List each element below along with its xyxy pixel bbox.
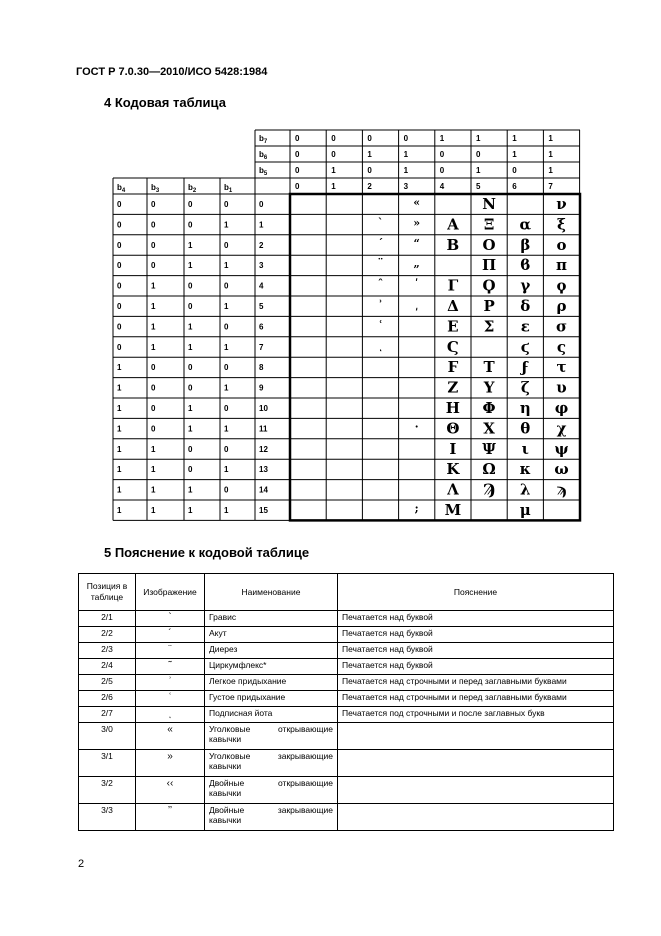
- row-number: 15: [259, 506, 268, 515]
- header-image: Изображение: [136, 574, 205, 611]
- row-number: 1: [259, 220, 264, 230]
- column-bit-label: $b_5$: [259, 166, 268, 177]
- code-character: „: [413, 257, 420, 271]
- header-name: Наименование: [205, 574, 338, 611]
- column-bit-value: 0: [331, 150, 336, 159]
- row-bit-value: 1: [151, 465, 156, 475]
- position-cell: 2/2: [79, 627, 136, 643]
- name-cell: Циркумфлекс*: [205, 659, 338, 675]
- row-number: 7: [259, 342, 264, 352]
- header-note: Пояснение: [338, 574, 614, 611]
- row-bit-value: 1: [224, 220, 229, 230]
- name-cell: Уголковые открывающие кавычки: [205, 723, 338, 750]
- row-bit-value: 1: [151, 342, 156, 352]
- row-number: 13: [259, 465, 268, 475]
- column-bit-value: 1: [548, 150, 553, 159]
- column-bit-label: $b_7$: [259, 134, 268, 145]
- column-bit-value: 1: [512, 134, 517, 143]
- row-bit-value: 1: [151, 506, 156, 515]
- row-number: 4: [259, 281, 264, 291]
- code-character: Ξ: [483, 215, 495, 234]
- code-character: ϙ: [556, 276, 567, 295]
- row-bit-value: 1: [117, 363, 122, 373]
- row-bit-value: 1: [117, 383, 122, 393]
- header-position: Позиция в таблице: [79, 574, 136, 611]
- column-number: 1: [331, 182, 336, 191]
- code-character: Ϙ: [482, 276, 496, 295]
- name-cell: Акут: [205, 627, 338, 643]
- code-character: Π: [482, 256, 497, 275]
- row-bit-value: 0: [117, 200, 122, 209]
- image-cell: ‹‹: [136, 777, 205, 804]
- code-character: »: [413, 216, 421, 230]
- row-bit-value: 0: [224, 240, 229, 250]
- position-cell: 3/3: [79, 804, 136, 831]
- code-character: τ: [556, 358, 567, 377]
- row-bit-value: 0: [188, 383, 193, 393]
- position-cell: 2/6: [79, 691, 136, 707]
- note-cell: Печатается под строчными и после заглавных букв: [338, 707, 614, 723]
- row-bit-value: 1: [224, 424, 229, 434]
- row-number: 0: [259, 200, 264, 209]
- column-bit-value: 1: [476, 134, 481, 143]
- code-character: Δ: [447, 297, 459, 315]
- position-cell: 2/4: [79, 659, 136, 675]
- row-number: 3: [259, 261, 264, 271]
- column-bit-value: 0: [403, 134, 409, 143]
- code-character: β: [520, 235, 531, 254]
- row-number: 14: [259, 485, 268, 495]
- row-bit-label: $b_1$: [224, 183, 233, 194]
- code-character: ν: [556, 195, 567, 213]
- row-bit-value: 0: [151, 383, 156, 393]
- row-bit-value: 1: [224, 465, 229, 475]
- code-character: λ: [520, 480, 531, 499]
- column-number: 0: [295, 182, 300, 191]
- code-character: ε: [520, 317, 530, 336]
- table-row: [79, 643, 614, 659]
- table-row: [79, 675, 614, 691]
- code-character: ρ: [556, 297, 567, 315]
- code-character: ς: [556, 337, 567, 356]
- code-character: γ: [520, 276, 531, 295]
- row-bit-value: 1: [188, 240, 193, 250]
- row-number: 12: [259, 444, 268, 454]
- code-character: «: [413, 196, 421, 209]
- position-cell: 3/1: [79, 750, 136, 777]
- column-bit-value: 0: [295, 166, 300, 175]
- code-character: Ρ: [483, 297, 495, 315]
- row-bit-value: 0: [224, 444, 229, 454]
- code-character: Λ: [447, 480, 459, 499]
- code-character: Ϝ: [447, 358, 459, 377]
- row-bit-value: 1: [117, 404, 122, 413]
- table-row: [79, 707, 614, 723]
- row-bit-value: 0: [224, 322, 229, 332]
- column-number: 6: [512, 182, 517, 191]
- column-bit-value: 0: [439, 166, 445, 175]
- row-bit-value: 1: [224, 261, 229, 271]
- column-number: 7: [548, 182, 553, 191]
- column-bit-value: 1: [512, 150, 517, 159]
- row-bit-label: $b_3$: [151, 183, 160, 194]
- code-character: φ: [554, 399, 569, 417]
- code-character: χ: [556, 419, 567, 438]
- row-bit-value: 1: [188, 485, 193, 495]
- name-cell: Подписная йота: [205, 707, 338, 723]
- row-bit-value: 0: [188, 220, 193, 230]
- row-bit-value: 0: [224, 404, 229, 413]
- code-character: Ι: [449, 439, 457, 458]
- note-cell: Печатается над буквой: [338, 659, 614, 675]
- column-bit-value: 0: [295, 134, 300, 143]
- code-character: ͵: [415, 298, 419, 311]
- note-cell: Печатается над строчными и перед заглавными буквами: [338, 691, 614, 707]
- column-number: 4: [439, 182, 445, 191]
- code-character: Φ: [482, 399, 496, 417]
- explanation-header-row: [79, 574, 614, 611]
- column-bit-value: 1: [476, 166, 481, 175]
- position-cell: 2/1: [79, 611, 136, 627]
- row-bit-value: 1: [224, 302, 229, 311]
- code-character: ˆ: [377, 277, 384, 291]
- row-bit-value: 0: [151, 261, 156, 271]
- row-bit-value: 1: [117, 424, 122, 434]
- code-character: Θ: [446, 419, 460, 438]
- image-cell: ´: [136, 627, 205, 643]
- name-cell: Диерез: [205, 643, 338, 659]
- column-bit-value: 0: [295, 150, 300, 159]
- column-bit-value: 0: [512, 166, 517, 175]
- row-number: 6: [259, 322, 264, 332]
- code-character: ο: [556, 235, 567, 254]
- row-bit-value: 0: [151, 424, 156, 434]
- column-bit-value: 0: [476, 150, 481, 159]
- row-bit-value: 0: [151, 220, 156, 230]
- row-bit-label: $b_2$: [188, 183, 197, 194]
- code-character: Ο: [482, 235, 496, 254]
- code-character: ϝ: [521, 358, 530, 377]
- column-bit-label: $b_6$: [259, 150, 268, 161]
- note-cell: [338, 750, 614, 777]
- code-character: N: [482, 195, 496, 213]
- image-cell: ʿ: [136, 691, 205, 707]
- row-bit-value: 1: [224, 383, 229, 393]
- image-cell: ’’: [136, 804, 205, 831]
- column-bit-value: 1: [403, 166, 409, 175]
- code-character: Γ: [447, 276, 459, 295]
- row-number: 5: [259, 302, 264, 311]
- note-cell: [338, 777, 614, 804]
- name-cell: Уголковые закрывающие кавычки: [205, 750, 338, 777]
- row-number: 11: [259, 424, 268, 434]
- code-character: Χ: [483, 419, 495, 438]
- code-character: Β: [446, 235, 460, 254]
- row-bit-value: 0: [188, 444, 193, 454]
- code-character: μ: [519, 501, 531, 519]
- code-character: ξ: [557, 215, 566, 234]
- row-bit-value: 1: [188, 322, 193, 332]
- table-row: [79, 691, 614, 707]
- image-cell: `: [136, 611, 205, 627]
- row-bit-value: 1: [117, 485, 122, 495]
- code-character: ´: [377, 236, 384, 250]
- row-bit-value: 0: [117, 302, 122, 311]
- code-character: ʿ: [378, 318, 383, 332]
- row-bit-value: 1: [224, 506, 229, 515]
- table-row: [79, 750, 614, 777]
- row-bit-value: 0: [188, 302, 193, 311]
- position-cell: 2/3: [79, 643, 136, 659]
- row-bit-value: 0: [224, 281, 229, 291]
- column-bit-value: 1: [403, 150, 409, 159]
- name-cell: Двойные закрывающие кавычки: [205, 804, 338, 831]
- row-number: 8: [259, 363, 264, 373]
- code-character: Τ: [483, 358, 495, 377]
- image-cell: »: [136, 750, 205, 777]
- row-bit-value: 0: [117, 281, 122, 291]
- row-number: 10: [259, 404, 268, 413]
- document-header: ГОСТ Р 7.0.30—2010/ИСО 5428:1984: [76, 66, 268, 78]
- row-bit-value: 0: [151, 240, 156, 250]
- code-character: ͺ: [377, 338, 384, 352]
- code-character: κ: [519, 460, 531, 479]
- code-character: Ζ: [447, 378, 459, 397]
- code-character: υ: [556, 378, 567, 397]
- row-bit-value: 0: [188, 465, 193, 475]
- code-character: π: [556, 256, 567, 275]
- row-bit-value: 0: [117, 240, 122, 250]
- name-cell: Легкое придыхание: [205, 675, 338, 691]
- row-bit-value: 1: [117, 465, 122, 475]
- column-number: 2: [367, 182, 372, 191]
- code-character: Σ: [483, 317, 495, 336]
- name-cell: Гравис: [205, 611, 338, 627]
- code-character: ʾ: [378, 298, 383, 311]
- name-cell: Двойные открывающие кавычки: [205, 777, 338, 804]
- code-character: ζ: [520, 378, 530, 397]
- row-bit-value: 1: [188, 261, 193, 271]
- row-bit-value: 1: [117, 506, 122, 515]
- code-character: `: [377, 216, 384, 230]
- code-character: Κ: [446, 460, 460, 479]
- note-cell: [338, 804, 614, 831]
- code-character: Μ: [444, 501, 462, 519]
- row-bit-value: 1: [188, 506, 193, 515]
- row-bit-value: 0: [188, 281, 193, 291]
- row-bit-value: 0: [151, 363, 156, 373]
- image-cell: ͺ: [136, 707, 205, 723]
- row-bit-value: 0: [117, 342, 122, 352]
- code-character: ·: [414, 420, 419, 434]
- column-bit-value: 0: [367, 134, 372, 143]
- note-cell: Печатается над буквой: [338, 627, 614, 643]
- row-number: 2: [259, 240, 264, 250]
- column-bit-value: 1: [331, 166, 336, 175]
- row-bit-value: 0: [224, 485, 229, 495]
- row-bit-value: 1: [151, 485, 156, 495]
- row-bit-label: $b_4$: [117, 183, 126, 194]
- code-character: ι: [521, 439, 529, 458]
- row-bit-value: 0: [117, 322, 122, 332]
- code-character: σ: [555, 317, 568, 336]
- code-character: δ: [520, 297, 531, 315]
- column-bit-value: 1: [548, 166, 553, 175]
- code-character: “: [413, 236, 420, 250]
- name-cell: Густое придыхание: [205, 691, 338, 707]
- row-bit-value: 0: [224, 363, 229, 373]
- note-cell: [338, 723, 614, 750]
- column-bit-value: 1: [367, 150, 372, 159]
- table-row: [79, 659, 614, 675]
- column-bit-value: 0: [367, 166, 372, 175]
- row-bit-value: 1: [117, 444, 122, 454]
- row-bit-value: 1: [151, 444, 156, 454]
- row-bit-value: 1: [151, 302, 156, 311]
- code-character: Ϛ: [446, 337, 459, 356]
- row-bit-value: 1: [188, 424, 193, 434]
- column-bit-value: 1: [548, 134, 553, 143]
- code-character: ʹ: [415, 277, 419, 291]
- position-cell: 2/7: [79, 707, 136, 723]
- image-cell: «: [136, 723, 205, 750]
- row-bit-value: 1: [151, 281, 156, 291]
- code-character: Υ: [483, 378, 495, 397]
- image-cell: ʾ: [136, 675, 205, 691]
- column-number: 5: [476, 182, 481, 191]
- column-bit-value: 0: [331, 134, 336, 143]
- position-cell: 3/2: [79, 777, 136, 804]
- code-character: α: [519, 215, 532, 234]
- row-bit-value: 1: [224, 342, 229, 352]
- code-character: ¨: [377, 257, 384, 271]
- code-character: ϡ: [556, 480, 567, 499]
- row-bit-value: 0: [151, 200, 156, 209]
- position-cell: 2/5: [79, 675, 136, 691]
- table-row: [79, 627, 614, 643]
- code-character: θ: [520, 419, 531, 438]
- row-bit-value: 0: [188, 200, 193, 209]
- row-bit-value: 0: [117, 261, 122, 271]
- row-bit-value: 0: [224, 200, 229, 209]
- row-bit-value: 0: [151, 404, 156, 413]
- code-character: ϐ: [520, 256, 531, 275]
- code-character: Α: [447, 215, 459, 234]
- note-cell: Печатается над строчными и перед заглавными буквами: [338, 675, 614, 691]
- row-number: 9: [259, 383, 264, 393]
- image-cell: ¨: [136, 643, 205, 659]
- page-number: 2: [78, 858, 85, 870]
- image-cell: ˜: [136, 659, 205, 675]
- code-character: Ψ: [482, 439, 496, 458]
- code-character: η: [519, 399, 531, 417]
- code-character: Ε: [447, 317, 459, 336]
- code-character: ϛ: [520, 337, 530, 356]
- section-5-title: 5 Пояснение к кодовой таблице: [104, 545, 310, 560]
- row-bit-value: 1: [188, 404, 193, 413]
- table-row: [79, 611, 614, 627]
- code-character: Ϡ: [483, 480, 496, 499]
- row-bit-value: 0: [117, 220, 122, 230]
- note-cell: Печатается над буквой: [338, 611, 614, 627]
- position-cell: 3/0: [79, 723, 136, 750]
- table-row: [79, 777, 614, 804]
- code-character: ;: [414, 502, 419, 515]
- explanation-table: [78, 573, 614, 831]
- column-bit-value: 0: [439, 150, 445, 159]
- column-number: 3: [403, 182, 409, 191]
- column-bit-value: 1: [439, 134, 445, 143]
- table-row: [79, 804, 614, 831]
- code-character: Ω: [482, 460, 496, 479]
- code-character: ψ: [554, 439, 569, 458]
- row-bit-value: 1: [188, 342, 193, 352]
- row-bit-value: 1: [151, 322, 156, 332]
- note-cell: Печатается над буквой: [338, 643, 614, 659]
- row-bit-value: 0: [188, 363, 193, 373]
- code-character: Η: [445, 399, 460, 417]
- code-character: ω: [554, 460, 569, 479]
- section-4-title: 4 Кодовая таблица: [104, 95, 226, 110]
- table-row: [79, 723, 614, 750]
